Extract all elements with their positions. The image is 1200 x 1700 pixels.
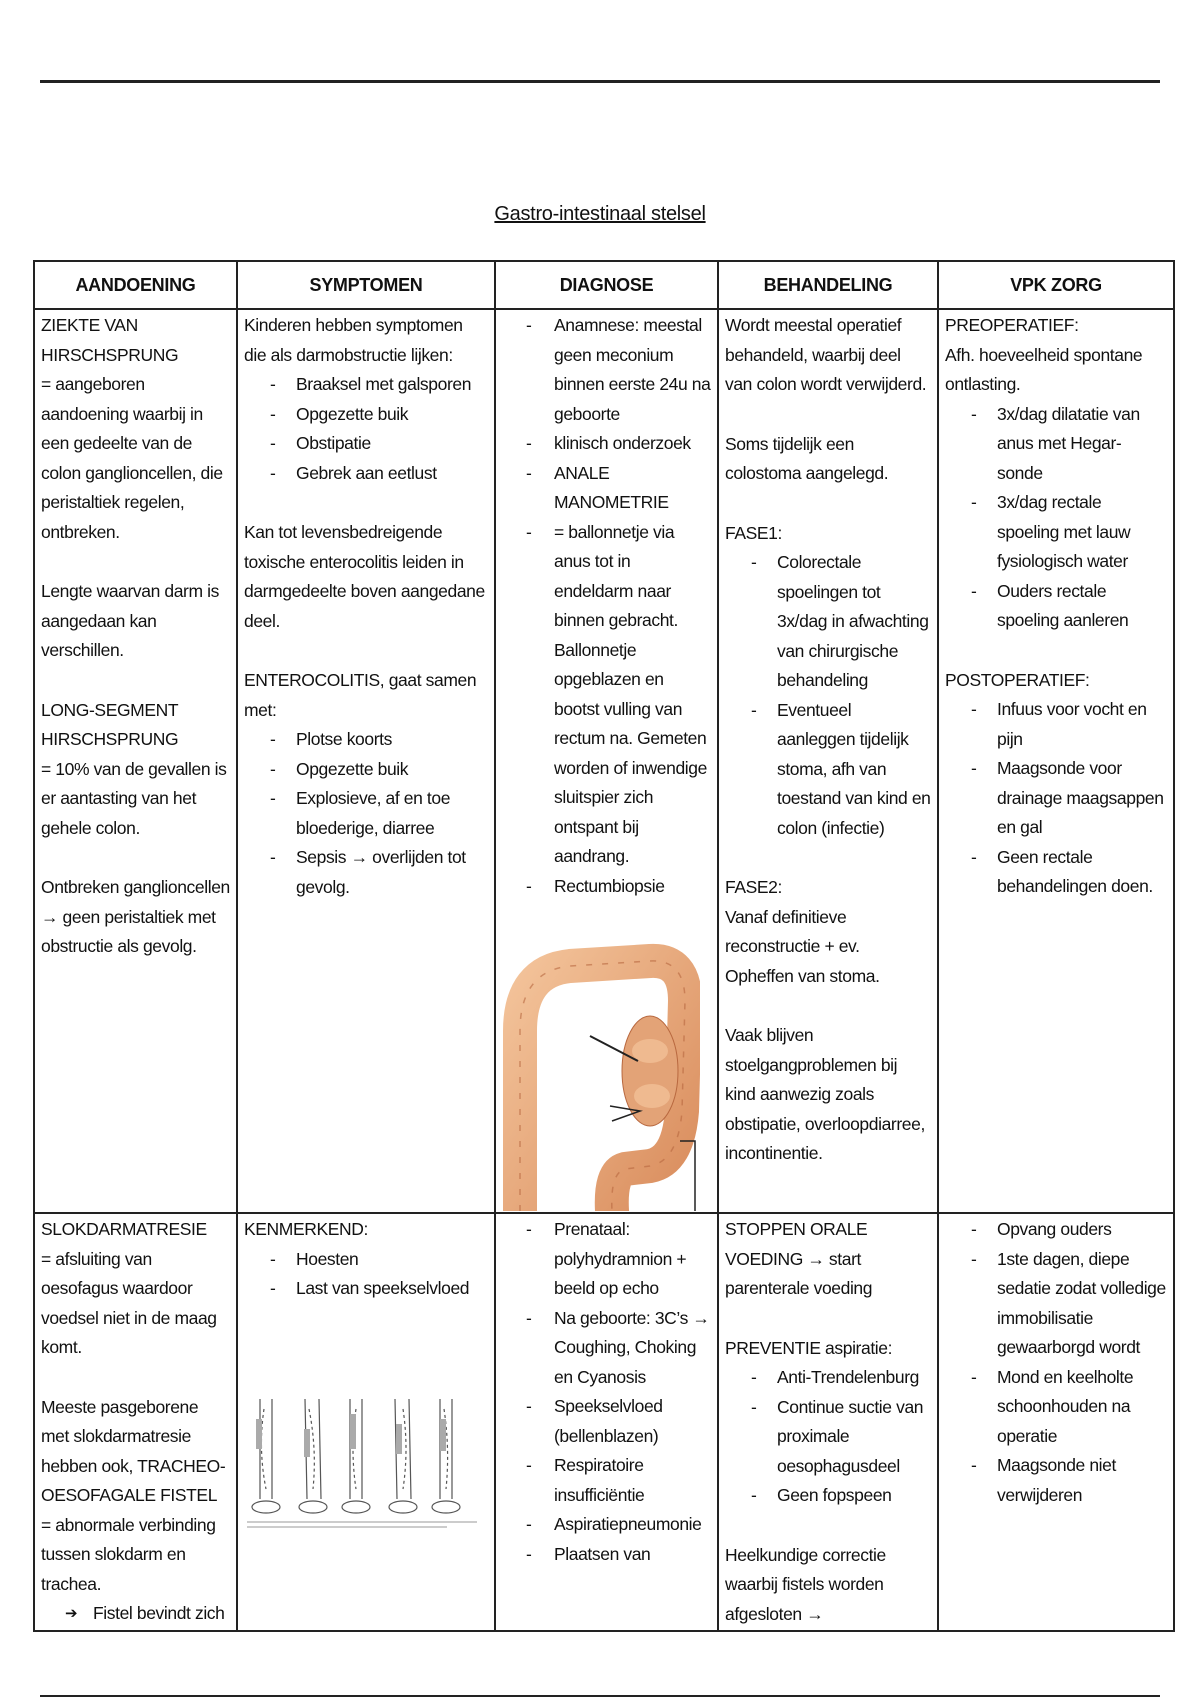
text: Vaak blijven stoelgangproblemen bij kind aanwezig zoals obstipatie, overloopdiarree, incontinentie. <box>725 1025 925 1163</box>
list-item: - Opgezette buik <box>296 755 488 785</box>
list-item: - 3x/dag dilatatie van anus met Hegar-sonde <box>997 400 1167 489</box>
care-list <box>945 695 1167 902</box>
list-item: - ANALE MANOMETRIE <box>554 459 711 518</box>
bottom-rule <box>40 1695 1160 1697</box>
colon-illustration <box>500 911 700 1211</box>
list-item: - Rectumbiopsie <box>554 872 711 902</box>
treatment-list <box>725 1363 931 1511</box>
cell-behandeling <box>718 1213 938 1631</box>
list-item: - Plotse koorts <box>296 725 488 755</box>
header-row <box>34 261 1174 309</box>
table-row-slokdarmatresie <box>34 1213 1174 1631</box>
top-rule <box>40 80 1160 83</box>
cell-symptomen <box>237 309 495 1213</box>
subtype-name: LONG-SEGMENT HIRSCHSPRUNG <box>41 699 179 749</box>
list-item: - Anti-Trendelenburg <box>777 1363 931 1393</box>
list-item: - Maagsonde niet verwijderen <box>997 1451 1167 1510</box>
text: Wordt meestal operatief behandeld, waarbij deel van colon wordt verwijderd. <box>725 315 927 394</box>
care-list <box>945 400 1167 636</box>
text: Kan tot levensbedreigende toxische enterocolitis leiden in darmgedeelte boven aangedane deel. <box>244 522 485 631</box>
list-item: - Continue suctie van proximale oesophagusdeel <box>777 1393 931 1482</box>
list-item: - Anamnese: meestal geen meconium binnen eerste 24u na geboorte <box>554 311 711 429</box>
symptom-list <box>244 725 488 902</box>
list-item: - Aspiratiepneumonie <box>554 1510 711 1540</box>
cell-aandoening <box>34 1213 237 1631</box>
list-item: - Hoesten <box>296 1245 488 1275</box>
text: ENTEROCOLITIS, gaat samen met: <box>244 670 477 720</box>
cell-aandoening <box>34 309 237 1213</box>
cell-diagnose <box>495 309 718 1213</box>
cell-diagnose <box>495 1213 718 1631</box>
header-diagnose: DIAGNOSE <box>495 261 718 309</box>
list-item: - Sepsis → overlijden tot gevolg. <box>296 843 488 902</box>
list-item: ➔ Fistel bevindt zich <box>93 1599 230 1629</box>
list-item: - = ballonnetje via anus tot in endeldarm naar binnen gebracht. Ballonnetje opgeblazen en bootst vulling van rectum na. Gemeten worden of inwendige sluitspier zich ontspant bij aandrang. <box>554 518 711 872</box>
list-item: - Prenataal: polyhydramnion + beeld op echo <box>554 1215 711 1304</box>
text: Vanaf definitieve reconstructie + ev. Opheffen van stoma. <box>725 906 880 986</box>
list-item: - Opvang ouders <box>997 1215 1167 1245</box>
list-item: - Geen rectale behandelingen doen. <box>997 843 1167 902</box>
cell-vpk-zorg <box>938 309 1174 1213</box>
list-item: - 1ste dagen, diepe sedatie zodat volledige immobilisatie gewaarborgd wordt <box>997 1245 1167 1363</box>
text: Meeste pasgeborene met slokdarmatresie hebben ook, TRACHEO-OESOFAGALE FISTEL <box>41 1396 226 1505</box>
list-item: - Obstipatie <box>296 429 488 459</box>
arrow-list <box>41 1599 230 1629</box>
section-label: POSTOPERATIEF: <box>945 669 1090 690</box>
condition-name: ZIEKTE VAN HIRSCHSPRUNG <box>41 315 179 365</box>
section-label: KENMERKEND: <box>244 1219 368 1239</box>
list-item: - klinisch onderzoek <box>554 429 711 459</box>
esophageal-atresia-illustration <box>242 1389 482 1539</box>
list-item: - Explosieve, af en toe bloederige, diarree <box>296 784 488 843</box>
list-item: - Mond en keelholte schoonhouden na operatie <box>997 1363 1167 1452</box>
list-item: - Ouders rectale spoeling aanleren <box>997 577 1167 636</box>
phase-label: FASE2: <box>725 877 782 897</box>
cell-behandeling <box>718 309 938 1213</box>
list-item: - Gebrek aan eetlust <box>296 459 488 489</box>
cell-symptomen <box>237 1213 495 1631</box>
list-item: - Maagsonde voor drainage maagsappen en gal <box>997 754 1167 843</box>
text: Ontbreken ganglioncellen → geen peristaltiek met obstructie als gevolg. <box>41 877 230 956</box>
list-item: - Opgezette buik <box>296 400 488 430</box>
text: = abnormale verbinding tussen slokdarm en trachea. <box>41 1514 216 1594</box>
symptom-list <box>244 1245 488 1304</box>
list-item: - Na geboorte: 3C’s → Coughing, Choking en Cyanosis <box>554 1304 711 1393</box>
list-item: - Colorectale spoelingen tot 3x/dag in afwachting van chirurgische behandeling <box>777 548 931 696</box>
text: Heelkundige correctie waarbij fistels worden afgesloten → <box>725 1544 886 1624</box>
list-item: - 3x/dag rectale spoeling met lauw fysiologisch water <box>997 488 1167 577</box>
text: Soms tijdelijk een colostoma aangelegd. <box>725 433 889 483</box>
list-item: - Plaatsen van <box>554 1540 711 1570</box>
list-item: - Last van speekselvloed <box>296 1274 488 1304</box>
header-vpk-zorg: VPK ZORG <box>938 261 1174 309</box>
list-item: - Infuus voor vocht en pijn <box>997 695 1167 754</box>
header-symptomen: SYMPTOMEN <box>237 261 495 309</box>
list-item: - Speekselvloed (bellenblazen) <box>554 1392 711 1451</box>
list-item: - Geen fopspeen <box>777 1481 931 1511</box>
text: STOPPEN ORALE VOEDING → start parenterale voeding <box>725 1219 873 1298</box>
section-label: PREVENTIE aspiratie: <box>725 1337 893 1358</box>
header-aandoening: AANDOENING <box>34 261 237 309</box>
text: Lengte waarvan darm is aangedaan kan verschillen. <box>41 581 219 660</box>
phase-label: FASE1: <box>725 522 782 543</box>
condition-definition: = aangeboren aandoening waarbij in een gedeelte van de colon ganglioncellen, die peristaltiek regelen, ontbreken. <box>41 374 223 542</box>
condition-name: SLOKDARMATRESIE <box>41 1219 207 1239</box>
header-behandeling: BEHANDELING <box>718 261 938 309</box>
page-title: Gastro-intestinaal stelsel <box>494 203 706 225</box>
condition-definition: = afsluiting van oesofagus waardoor voedsel niet in de maag komt. <box>41 1248 217 1357</box>
care-list <box>945 1215 1167 1510</box>
list-item: - Respiratoire insufficiëntie <box>554 1451 711 1510</box>
disease-table <box>33 260 1175 1632</box>
diagnosis-list <box>502 311 711 901</box>
text: = 10% van de gevallen is er aantasting van het gehele colon. <box>41 758 227 838</box>
treatment-list <box>725 548 931 843</box>
cell-vpk-zorg <box>938 1213 1174 1631</box>
diagnosis-list <box>502 1215 711 1569</box>
symptom-list <box>244 370 488 488</box>
text: Kinderen hebben symptomen die als darmobstructie lijken: <box>244 315 463 365</box>
text: Afh. hoeveelheid spontane ontlasting. <box>945 344 1143 394</box>
list-item: - Braaksel met galsporen <box>296 370 488 400</box>
list-item: - Eventueel aanleggen tijdelijk stoma, afh van toestand van kind en colon (infectie) <box>777 696 931 844</box>
section-label: PREOPERATIEF: <box>945 315 1079 335</box>
table-row-hirschsprung <box>34 309 1174 1213</box>
